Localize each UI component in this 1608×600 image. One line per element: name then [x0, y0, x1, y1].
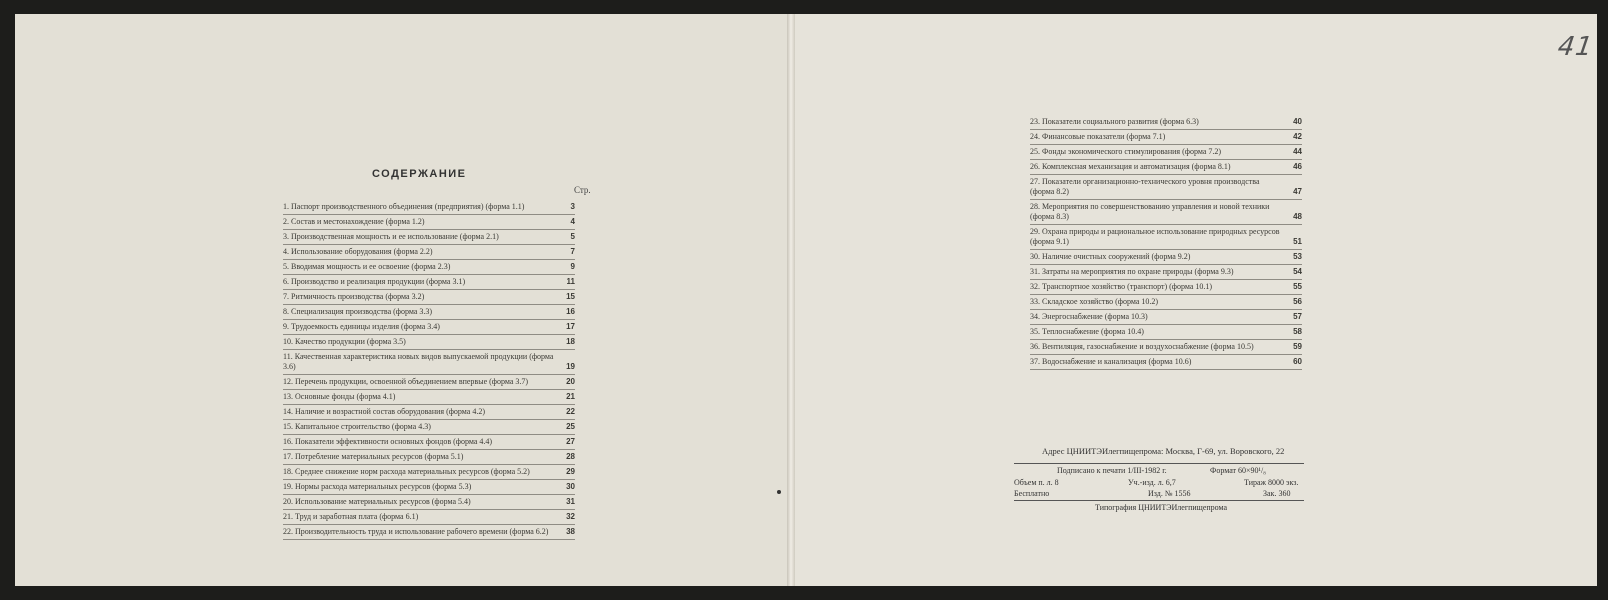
toc-entry-title: 33. Складское хозяйство (форма 10.2): [1030, 297, 1159, 306]
toc-entry: [283, 482, 575, 495]
page-column-header: Стр.: [574, 185, 591, 195]
toc-entry: [283, 467, 575, 480]
toc-entry-page: 56: [1293, 297, 1302, 306]
toc-entry-page: 4: [570, 217, 575, 226]
imprint-signed: Подписано к печати 1/III-1982 г.: [1057, 466, 1167, 475]
toc-entry-page: 29: [566, 467, 575, 476]
imprint-tirazh: Тираж 8000 экз.: [1244, 478, 1299, 487]
toc-entry-title: 18. Среднее снижение норм расхода материальных ресурсов (форма 5.2): [283, 467, 530, 476]
toc-entry: [283, 407, 575, 420]
toc-entry: [283, 322, 575, 335]
toc-entry: [1030, 342, 1302, 355]
toc-entry: [283, 497, 575, 510]
toc-entry: [283, 437, 575, 450]
toc-entry-title: 3. Производственная мощность и ее использование (форма 2.1): [283, 232, 499, 241]
toc-entry-page: 54: [1293, 267, 1302, 276]
toc-entry-page: 7: [570, 247, 575, 256]
imprint-izd: Изд. № 1556: [1148, 489, 1191, 498]
toc-entry-title: 6. Производство и реализация продукции (форма 3.1): [283, 277, 466, 286]
toc-entry-title: 19. Нормы расхода материальных ресурсов (форма 5.3): [283, 482, 472, 491]
toc-entry-title: 28. Мероприятия по совершенствованию управления и новой техники (форма 8.3): [1030, 202, 1270, 221]
toc-entry-page: 5: [570, 232, 575, 241]
imprint-zak: Зак. 360: [1263, 489, 1291, 498]
imprint-volume: Объем п. л. 8: [1014, 478, 1059, 487]
staple-mark: [777, 490, 781, 494]
toc-entry-page: 60: [1293, 357, 1302, 366]
toc-entry-page: 47: [1293, 187, 1302, 196]
imprint-rule-bottom: [1014, 500, 1304, 501]
toc-entry-title: 10. Качество продукции (форма 3.5): [283, 337, 406, 346]
toc-entry: [283, 422, 575, 435]
toc-entry-title: 20. Использование материальных ресурсов (форма 5.4): [283, 497, 471, 506]
imprint-format: Формат 60×90¹/₈: [1210, 466, 1266, 475]
toc-entry-title: 15. Капитальное строительство (форма 4.3): [283, 422, 431, 431]
toc-entry: [283, 232, 575, 245]
toc-entry-title: 31. Затраты на мероприятия по охране природы (форма 9.3): [1030, 267, 1234, 276]
toc-list-right: [1030, 117, 1302, 372]
toc-entry: [1030, 227, 1302, 250]
toc-entry: [283, 352, 575, 375]
toc-entry: [1030, 117, 1302, 130]
toc-entry-page: 15: [566, 292, 575, 301]
toc-entry: [1030, 132, 1302, 145]
toc-entry-title: 7. Ритмичность производства (форма 3.2): [283, 292, 425, 301]
toc-entry-page: 40: [1293, 117, 1302, 126]
toc-entry-page: 18: [566, 337, 575, 346]
toc-entry-title: 34. Энергоснабжение (форма 10.3): [1030, 312, 1148, 321]
toc-entry: [1030, 202, 1302, 225]
toc-entry: [283, 337, 575, 350]
toc-entry-title: 26. Комплексная механизация и автоматизация (форма 8.1): [1030, 162, 1231, 171]
toc-entry: [283, 452, 575, 465]
toc-entry-title: 22. Производительность труда и использование рабочего времени (форма 6.2): [283, 527, 549, 536]
toc-entry: [1030, 312, 1302, 325]
toc-entry-title: 30. Наличие очистных сооружений (форма 9.2): [1030, 252, 1191, 261]
toc-entry-title: 35. Теплоснабжение (форма 10.4): [1030, 327, 1144, 336]
toc-entry: [1030, 177, 1302, 200]
imprint-printer: Типография ЦНИИТЭИлегпищепрома: [1095, 503, 1228, 512]
toc-entry-title: 12. Перечень продукции, освоенной объединением впервые (форма 3.7): [283, 377, 529, 386]
toc-entry: [283, 392, 575, 405]
toc-entry-page: 59: [1293, 342, 1302, 351]
toc-entry: [283, 277, 575, 290]
toc-entry: [283, 262, 575, 275]
toc-entry-page: 32: [566, 512, 575, 521]
toc-list-left: [283, 202, 575, 542]
toc-entry-page: 44: [1293, 147, 1302, 156]
toc-entry: [1030, 252, 1302, 265]
toc-entry: [283, 292, 575, 305]
toc-entry-title: 14. Наличие и возрастной состав оборудования (форма 4.2): [283, 407, 486, 416]
toc-entry-page: 53: [1293, 252, 1302, 261]
handwritten-page-number: 41: [1555, 32, 1596, 62]
toc-entry: [1030, 297, 1302, 310]
toc-entry-page: 25: [566, 422, 575, 431]
toc-entry-title: 32. Транспортное хозяйство (транспорт) (форма 10.1): [1030, 282, 1213, 291]
toc-entry: [283, 202, 575, 215]
toc-entry-title: 23. Показатели социального развития (форма 6.3): [1030, 117, 1199, 126]
toc-entry: [1030, 282, 1302, 295]
toc-entry: [1030, 357, 1302, 370]
toc-entry-page: 27: [566, 437, 575, 446]
toc-entry-page: 28: [566, 452, 575, 461]
toc-entry-page: 57: [1293, 312, 1302, 321]
imprint-rule-top: [1014, 463, 1304, 464]
toc-entry: [1030, 162, 1302, 175]
toc-entry-page: 42: [1293, 132, 1302, 141]
toc-entry-page: 9: [570, 262, 575, 271]
toc-entry-title: 36. Вентиляция, газоснабжение и воздухоснабжение (форма 10.5): [1030, 342, 1254, 351]
toc-entry-page: 38: [566, 527, 575, 536]
toc-entry-title: 2. Состав и местонахождение (форма 1.2): [283, 217, 425, 226]
book-spine: [787, 14, 795, 586]
toc-entry: [1030, 147, 1302, 160]
toc-entry-title: 16. Показатели эффективности основных фондов (форма 4.4): [283, 437, 493, 446]
toc-entry-title: 21. Труд и заработная плата (форма 6.1): [283, 512, 419, 521]
toc-entry-page: 31: [566, 497, 575, 506]
toc-entry: [283, 307, 575, 320]
toc-entry-page: 46: [1293, 162, 1302, 171]
toc-entry-page: 55: [1293, 282, 1302, 291]
toc-entry-title: 4. Использование оборудования (форма 2.2): [283, 247, 433, 256]
toc-entry-page: 48: [1293, 212, 1302, 221]
toc-entry: [1030, 267, 1302, 280]
toc-entry: [283, 527, 575, 540]
toc-entry-title: 24. Финансовые показатели (форма 7.1): [1030, 132, 1166, 141]
toc-entry-page: 30: [566, 482, 575, 491]
toc-entry-page: 51: [1293, 237, 1302, 246]
toc-entry: [283, 247, 575, 260]
toc-entry-page: 16: [566, 307, 575, 316]
toc-entry-page: 20: [566, 377, 575, 386]
toc-entry-title: 9. Трудоемкость единицы изделия (форма 3.4): [283, 322, 440, 331]
toc-entry-page: 21: [566, 392, 575, 401]
toc-entry-title: 5. Вводимая мощность и ее освоение (форма 2.3): [283, 262, 451, 271]
toc-entry-title: 37. Водоснабжение и канализация (форма 10.6): [1030, 357, 1192, 366]
toc-entry: [1030, 327, 1302, 340]
toc-entry-page: 11: [566, 277, 575, 286]
toc-entry-title: 25. Фонды экономического стимулирования (форма 7.2): [1030, 147, 1222, 156]
toc-entry-title: 29. Охрана природы и рациональное использование природных ресурсов (форма 9.1): [1030, 227, 1280, 246]
toc-entry-title: 11. Качественная характеристика новых видов выпускаемой продукции (форма 3.6): [283, 352, 554, 371]
publisher-address: Адрес ЦНИИТЭИлегпищепрома: Москва, Г-69, ул. Воровского, 22: [1042, 446, 1285, 456]
toc-entry: [283, 217, 575, 230]
toc-entry-page: 19: [566, 362, 575, 371]
toc-entry-page: 17: [566, 322, 575, 331]
imprint-free: Бесплатно: [1014, 489, 1050, 498]
imprint-uch-izd: Уч.-изд. л. 6,7: [1128, 478, 1176, 487]
toc-entry-page: 3: [570, 202, 575, 211]
toc-entry: [283, 377, 575, 390]
toc-entry-title: 17. Потребление материальных ресурсов (форма 5.1): [283, 452, 464, 461]
toc-entry-page: 58: [1293, 327, 1302, 336]
toc-title: СОДЕРЖАНИЕ: [372, 168, 467, 180]
toc-entry-page: 22: [566, 407, 575, 416]
toc-entry-title: 1. Паспорт производственного объединения (предприятия) (форма 1.1): [283, 202, 525, 211]
toc-entry-title: 13. Основные фонды (форма 4.1): [283, 392, 396, 401]
toc-entry-title: 8. Специализация производства (форма 3.3): [283, 307, 433, 316]
toc-entry: [283, 512, 575, 525]
toc-entry-title: 27. Показатели организационно-технического уровня производства (форма 8.2): [1030, 177, 1260, 196]
